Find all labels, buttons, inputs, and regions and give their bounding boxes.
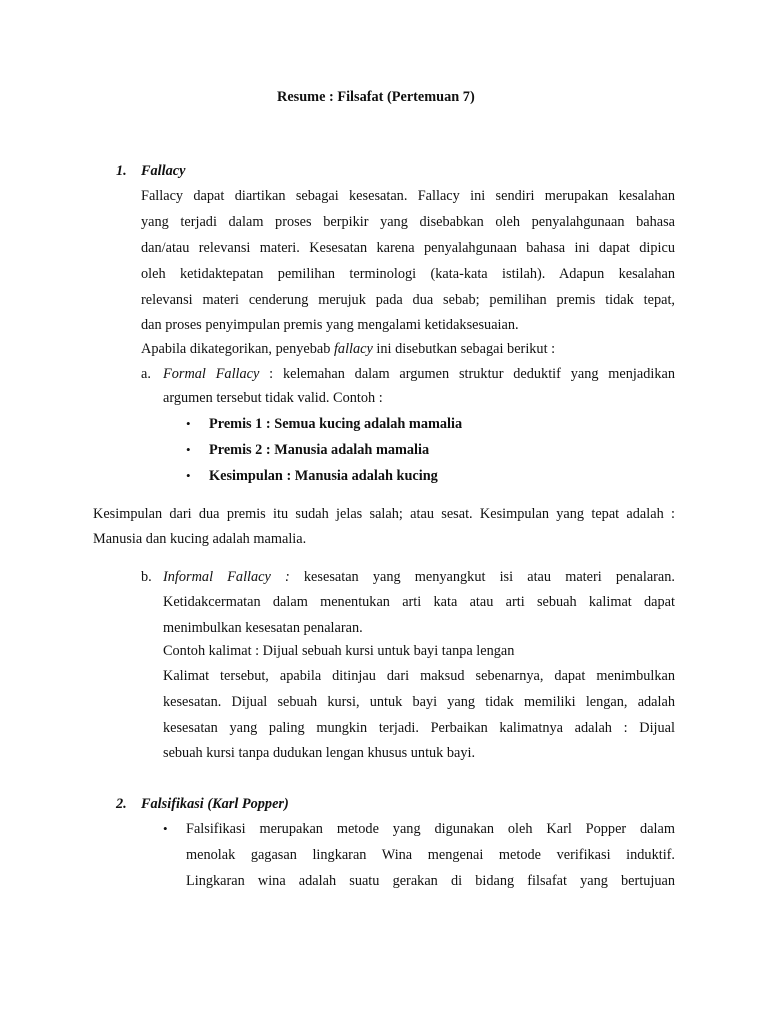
conclusion-line: Kesimpulan dari dua premis itu sudah jelas salah; atau sesat. Kesimpulan yang tepat adalah :: [93, 506, 675, 522]
premise-bullet: Premis 2 : Manusia adalah mamalia: [209, 442, 430, 458]
item-b-line: Kalimat tersebut, apabila ditinjau dari maksud sebenarnya, dapat menimbulkan: [163, 668, 675, 684]
paragraph-line: oleh ketidaktepatan pemilihan terminologi (kata-kata istilah). Adapun kesalahan: [141, 266, 675, 282]
section-1-number: 1.: [116, 163, 127, 179]
section-2-bullet-line: Lingkaran wina adalah suatu gerakan di bidang filsafat yang bertujuan: [186, 873, 675, 889]
item-b-rest: kesesatan yang menyangkut isi atau materi penalaran.: [289, 569, 675, 585]
item-b-line: kesesatan yang paling mungkin terjadi. Perbaikan kalimatnya adalah : Dijual: [163, 720, 675, 736]
conclusion-bullet: Kesimpulan : Manusia adalah kucing: [209, 468, 438, 484]
item-b-line: sebuah kursi tanpa dudukan lengan khusus untuk bayi.: [163, 745, 476, 761]
section-1-heading: Fallacy: [141, 163, 186, 179]
item-b-line: Ketidakcermatan dalam menentukan arti kata atau arti sebuah kalimat dapat: [163, 594, 675, 610]
item-b-line: menimbulkan kesesatan penalaran.: [163, 620, 363, 636]
item-a-rest: : kelemahan dalam argumen struktur deduktif yang menjadikan: [259, 366, 675, 382]
item-a-term: Formal Fallacy: [163, 366, 260, 382]
bullet-icon: •: [186, 416, 191, 431]
categorize-line: [141, 340, 555, 358]
premise-bullet: Premis 1 : Semua kucing adalah mamalia: [209, 416, 463, 432]
section-2-bullet-line: Falsifikasi merupakan metode yang digunakan oleh Karl Popper dalam: [186, 821, 675, 837]
item-b-line: [163, 568, 675, 586]
paragraph-line: Fallacy dapat diartikan sebagai kesesatan. Fallacy ini sendiri merupakan kesalahan: [141, 188, 675, 204]
item-a-line-2: argumen tersebut tidak valid. Contoh :: [163, 390, 383, 406]
paragraph-line: relevansi materi cenderung merujuk pada dua sebab; pemilihan premis tidak tepat,: [141, 292, 675, 308]
section-2-heading: Falsifikasi (Karl Popper): [141, 796, 289, 812]
item-b-term: Informal Fallacy :: [163, 569, 290, 585]
bullet-icon: •: [186, 468, 191, 483]
item-b-example: Contoh kalimat : Dijual sebuah kursi untuk bayi tanpa lengan: [163, 643, 515, 659]
categorize-post: ini disebutkan sebagai berikut :: [372, 341, 556, 357]
section-2-number: 2.: [116, 796, 127, 812]
categorize-italic-term: fallacy: [333, 341, 373, 357]
item-b-letter: b.: [141, 569, 152, 585]
paragraph-line: dan proses penyimpulan premis yang mengalami ketidaksesuaian.: [141, 317, 519, 333]
bullet-icon: •: [163, 821, 168, 836]
paragraph-line: yang terjadi dalam proses berpikir yang disebabkan oleh penyalahgunaan bahasa: [141, 214, 675, 230]
conclusion-line: Manusia dan kucing adalah mamalia.: [93, 531, 307, 547]
bullet-icon: •: [186, 442, 191, 457]
item-b-line: kesesatan. Dijual sebuah kursi, untuk bayi yang tidak memiliki lengan, adalah: [163, 694, 675, 710]
item-a-letter: a.: [141, 366, 151, 382]
section-2-bullet-line: menolak gagasan lingkaran Wina mengenai metode verifikasi induktif.: [186, 847, 675, 863]
paragraph-line: dan/atau relevansi materi. Kesesatan karena penyalahgunaan bahasa ini dapat dipicu: [141, 240, 675, 256]
item-a-line: [163, 365, 675, 383]
page-title: Resume : Filsafat (Pertemuan 7): [277, 89, 475, 105]
categorize-pre: Apabila dikategorikan, penyebab: [141, 341, 334, 357]
